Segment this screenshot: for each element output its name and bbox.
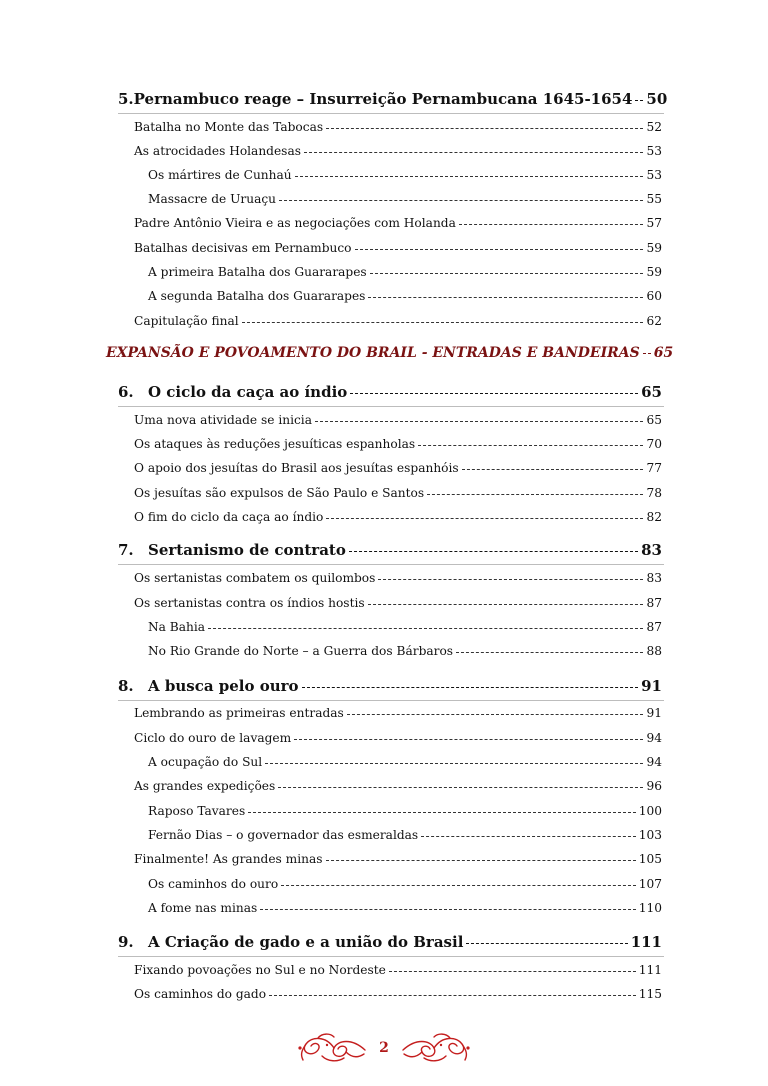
entry-title: Os ataques às reduções jesuíticas espanholas [134,437,416,451]
entry-page: 94 [646,731,662,745]
dot-leader [418,445,643,446]
entry-page: 57 [646,216,662,230]
chapter-page: 91 [641,677,662,695]
entry-page: 53 [646,144,662,158]
entry-title: Fixando povoações no Sul e no Nordeste [134,963,386,977]
entry-page: 62 [646,314,662,328]
chapter-9-heading[interactable] [118,933,662,951]
toc-subentry[interactable] [148,620,662,634]
dot-leader [427,494,643,495]
entry-title: Batalhas decisivas em Pernambuco [134,241,352,255]
entry-title: A fome nas minas [148,901,258,915]
toc-entry[interactable] [134,314,662,328]
chapter-title: A busca pelo ouro [148,677,299,695]
entry-title: A ocupação do Sul [148,755,263,769]
chapter-title: Pernambuco reage – Insurreição Pernambucana 1645-1654 [133,90,633,108]
divider [118,113,664,114]
entry-page: 82 [646,510,662,524]
dot-leader [635,100,643,101]
entry-title: Raposo Tavares [148,804,246,818]
toc-entry[interactable] [134,437,662,451]
part-title: EXPANSÃO E POVOAMENTO DO BRAIL - ENTRADAS E BANDEIRAS [106,345,640,361]
entry-title: Na Bahia [148,620,206,634]
entry-page: 70 [646,437,662,451]
dot-leader [294,739,643,740]
toc-entry[interactable] [134,144,662,158]
entry-title: As atrocidades Holandesas [134,144,301,158]
chapter-5-heading[interactable] [118,90,668,108]
toc-entry[interactable] [134,706,662,720]
entry-title: O apoio dos jesuítas do Brasil aos jesuítas espanhóis [134,461,459,475]
entry-title: Finalmente! As grandes minas [134,852,323,866]
page-number: 2 [379,1040,389,1056]
toc-subentry[interactable] [148,901,662,915]
toc-subentry[interactable] [148,168,662,182]
toc-subentry[interactable] [148,289,662,303]
entry-title: No Rio Grande do Norte – a Guerra dos Bárbaros [148,644,454,658]
divider [118,564,664,565]
dot-leader [302,687,639,688]
dot-leader [269,995,636,996]
dot-leader [378,579,643,580]
dot-leader [248,812,636,813]
entry-page: 100 [638,804,662,818]
dot-leader [281,885,636,886]
dot-leader [326,860,636,861]
entry-page: 91 [646,706,662,720]
entry-title: Os jesuítas são expulsos de São Paulo e Santos [134,486,425,500]
entry-title: Capitulação final [134,314,239,328]
toc-entry[interactable] [134,731,662,745]
toc-entry[interactable] [134,413,662,427]
entry-page: 111 [638,963,662,977]
toc-subentry[interactable] [148,644,662,658]
divider [118,406,664,407]
dot-leader [326,128,643,129]
entry-page: 107 [638,877,662,891]
dot-leader [456,652,643,653]
chapter-number: 8. [118,677,134,695]
entry-page: 65 [646,413,662,427]
entry-page: 60 [646,289,662,303]
dot-leader [355,249,644,250]
entry-page: 96 [646,779,662,793]
entry-title: Padre Antônio Vieira e as negociações com Holanda [134,216,456,230]
dot-leader [304,152,644,153]
entry-title: A primeira Batalha dos Guararapes [148,265,367,279]
chapter-page: 83 [641,541,662,559]
entry-page: 52 [646,120,662,134]
entry-page: 94 [646,755,662,769]
toc-entry[interactable] [134,571,662,585]
chapter-page: 50 [646,90,668,108]
entry-page: 87 [646,596,662,610]
toc-entry[interactable] [134,216,662,230]
chapter-7-heading[interactable] [118,541,662,559]
chapter-number: 7. [118,541,134,559]
page-footer [0,1028,768,1068]
entry-title: Os caminhos do gado [134,987,267,1001]
toc-entry[interactable] [134,779,662,793]
toc-subentry[interactable] [148,265,662,279]
toc-subentry[interactable] [148,828,662,842]
dot-leader [370,273,644,274]
entry-page: 103 [638,828,662,842]
entry-page: 53 [646,168,662,182]
dot-leader [260,909,635,910]
entry-title: Os sertanistas combatem os quilombos [134,571,376,585]
toc-entry[interactable] [134,461,662,475]
entry-page: 59 [646,265,662,279]
toc-entry[interactable] [134,987,662,1001]
entry-title: Fernão Dias – o governador das esmeraldas [148,828,419,842]
entry-title: Massacre de Uruaçu [148,192,277,206]
chapter-title: O ciclo da caça ao índio [148,383,348,401]
dot-leader [242,322,644,323]
toc-entry[interactable] [134,241,662,255]
entry-page: 115 [638,987,662,1001]
toc-entry[interactable] [134,852,662,866]
entry-title: Uma nova atividade se inicia [134,413,312,427]
dot-leader [295,176,644,177]
dot-leader [462,469,644,470]
dot-leader [466,943,627,944]
entry-page: 110 [638,901,662,915]
entry-title: Os sertanistas contra os índios hostis [134,596,365,610]
entry-title: Ciclo do ouro de lavagem [134,731,292,745]
entry-page: 105 [638,852,662,866]
entry-page: 77 [646,461,662,475]
chapter-title: Sertanismo de contrato [148,541,346,559]
toc-subentry[interactable] [148,192,662,206]
dot-leader [368,604,644,605]
dot-leader [326,518,643,519]
entry-title: Os mártires de Cunhaú [148,168,292,182]
entry-page: 88 [646,644,662,658]
entry-title: O fim do ciclo da caça ao índio [134,510,324,524]
entry-title: Batalha no Monte das Tabocas [134,120,324,134]
divider [118,956,664,957]
chapter-number: 9. [118,933,134,951]
dot-leader [279,200,643,201]
toc-subentry[interactable] [148,877,662,891]
dot-leader [315,421,644,422]
dot-leader [459,224,644,225]
chapter-6-heading[interactable] [118,383,662,401]
dot-leader [347,714,644,715]
toc-entry[interactable] [134,510,662,524]
toc-entry[interactable] [134,596,662,610]
toc-subentry[interactable] [148,804,662,818]
part-heading[interactable] [106,345,674,361]
dot-leader [265,763,643,764]
entry-title: As grandes expedições [134,779,276,793]
toc-entry[interactable] [134,486,662,500]
chapter-number: 6. [118,383,134,401]
chapter-8-heading[interactable] [118,677,662,695]
dot-leader [349,551,638,552]
chapter-page: 65 [641,383,662,401]
toc-entry[interactable] [134,120,662,134]
chapter-title: A Criação de gado e a união do Brasil [148,933,464,951]
entry-page: 78 [646,486,662,500]
entry-page: 87 [646,620,662,634]
dot-leader [368,297,643,298]
dot-leader [389,971,636,972]
dot-leader [643,353,651,354]
dot-leader [208,628,643,629]
dot-leader [350,393,638,394]
dot-leader [278,787,643,788]
toc-entry[interactable] [134,963,662,977]
entry-title: A segunda Batalha dos Guararapes [148,289,366,303]
entry-page: 55 [646,192,662,206]
chapter-page: 111 [630,933,662,951]
entry-title: Lembrando as primeiras entradas [134,706,344,720]
toc-subentry[interactable] [148,755,662,769]
chapter-number: 5. [118,90,134,108]
entry-title: Os caminhos do ouro [148,877,279,891]
entry-page: 59 [646,241,662,255]
part-page: 65 [653,345,674,361]
dot-leader [421,836,636,837]
entry-page: 83 [646,571,662,585]
divider [118,700,664,701]
